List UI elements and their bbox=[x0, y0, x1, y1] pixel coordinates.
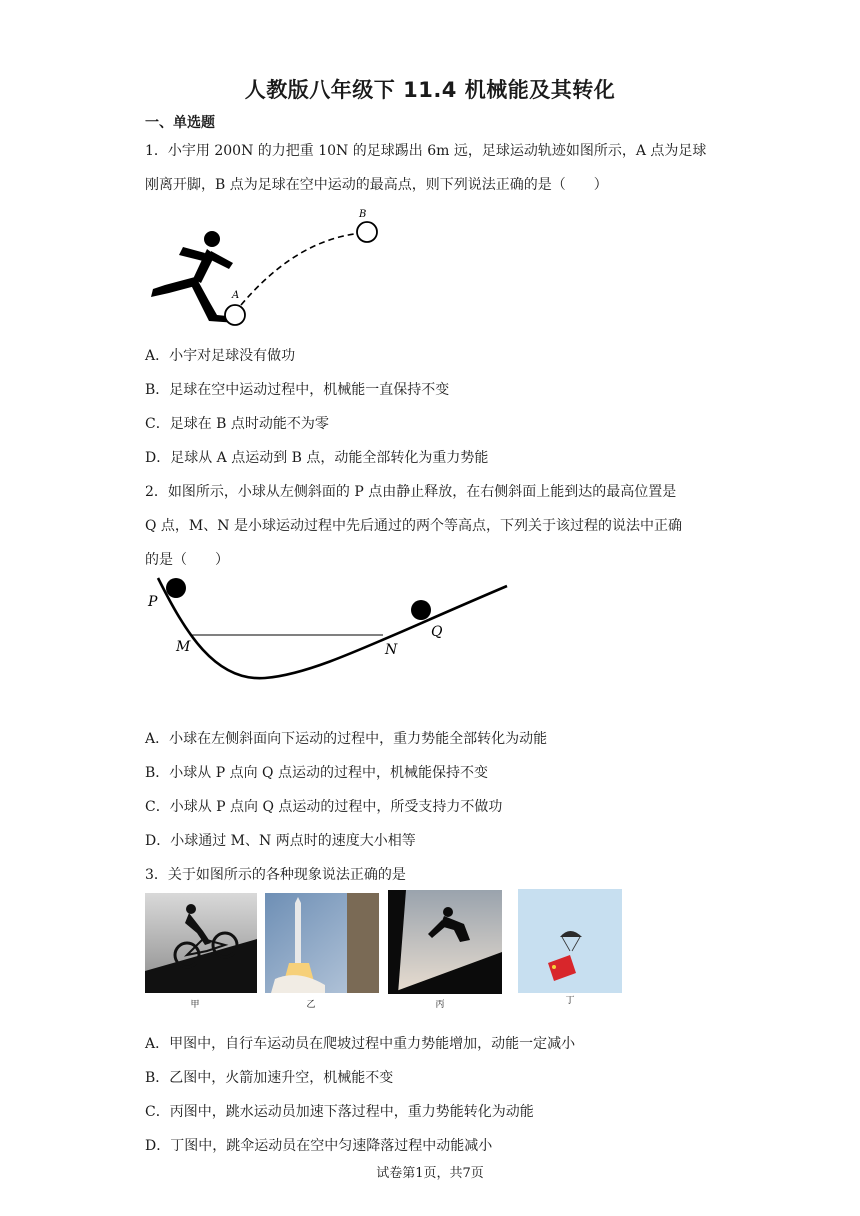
q2-option-c: C．小球从 P 点向 Q 点运动的过程中，所受支持力不做功 bbox=[145, 799, 503, 815]
ball-trajectory bbox=[241, 233, 363, 305]
ball-a bbox=[225, 305, 245, 325]
ball-q bbox=[411, 600, 431, 620]
q2-option-a: A．小球在左侧斜面向下运动的过程中，重力势能全部转化为动能 bbox=[145, 731, 548, 747]
photo-parachute bbox=[518, 889, 622, 993]
caption-jia: 甲 bbox=[190, 1000, 200, 1010]
q1-stem-line2: 刚离开脚，B 点为足球在空中运动的最高点，则下列说法正确的是（ ） bbox=[145, 177, 608, 193]
ball-p bbox=[166, 578, 186, 598]
q3-option-a: A．甲图中，自行车运动员在爬坡过程中重力势能增加，动能一定减小 bbox=[145, 1036, 576, 1052]
q2-stem-line1: 2．如图所示，小球从左侧斜面的 P 点由静止释放，在右侧斜面上能到达的最高位置是 bbox=[145, 484, 677, 500]
q1-option-c: C．足球在 B 点时动能不为零 bbox=[145, 416, 329, 432]
label-q: Q bbox=[431, 624, 443, 640]
q2-option-b: B．小球从 P 点向 Q 点运动的过程中，机械能保持不变 bbox=[145, 765, 488, 781]
q1-stem-line1: 1．小宇用 200N 的力把重 10N 的足球踢出 6m 远，足球运动轨迹如图所示，A 点为足球 bbox=[145, 143, 707, 159]
section-heading: 一、单选题 bbox=[145, 115, 215, 131]
q2-option-d: D．小球通过 M、N 两点时的速度大小相等 bbox=[145, 833, 416, 849]
caption-bing: 丙 bbox=[435, 1000, 445, 1010]
runner-silhouette bbox=[151, 231, 240, 323]
q3-option-c: C．丙图中，跳水运动员加速下落过程中，重力势能转化为动能 bbox=[145, 1104, 534, 1120]
q1-figure-soccer bbox=[145, 205, 385, 330]
caption-yi: 乙 bbox=[306, 1000, 316, 1010]
label-a: A bbox=[232, 290, 240, 301]
caption-ding: 丁 bbox=[565, 996, 575, 1006]
q2-figure-track bbox=[145, 572, 515, 687]
q2-stem-line3: 的是（ ） bbox=[145, 552, 229, 568]
photo-cyclist bbox=[145, 893, 257, 993]
q3-option-d: D．丁图中，跳伞运动员在空中匀速降落过程中动能减小 bbox=[145, 1138, 493, 1154]
q3-option-b: B．乙图中，火箭加速升空，机械能不变 bbox=[145, 1070, 394, 1086]
track-curve bbox=[158, 578, 507, 678]
label-p: P bbox=[148, 594, 158, 610]
page-footer: 试卷第1页，共7页 bbox=[376, 1166, 484, 1181]
q1-option-b: B．足球在空中运动过程中，机械能一直保持不变 bbox=[145, 382, 450, 398]
q1-option-d: D．足球从 A 点运动到 B 点，动能全部转化为重力势能 bbox=[145, 450, 489, 466]
ball-b bbox=[357, 222, 377, 242]
photo-diver bbox=[388, 890, 502, 994]
q1-option-a: A．小宇对足球没有做功 bbox=[145, 348, 296, 364]
photo-rocket bbox=[265, 893, 379, 993]
label-m: M bbox=[176, 639, 191, 655]
label-n: N bbox=[385, 642, 398, 658]
q3-stem-line1: 3．关于如图所示的各种现象说法正确的是 bbox=[145, 867, 406, 883]
label-b: B bbox=[359, 209, 367, 220]
q2-stem-line2: Q 点，M、N 是小球运动过程中先后通过的两个等高点，下列关于该过程的说法中正确 bbox=[145, 518, 682, 534]
page-title: 人教版八年级下 11.4 机械能及其转化 bbox=[244, 78, 616, 102]
